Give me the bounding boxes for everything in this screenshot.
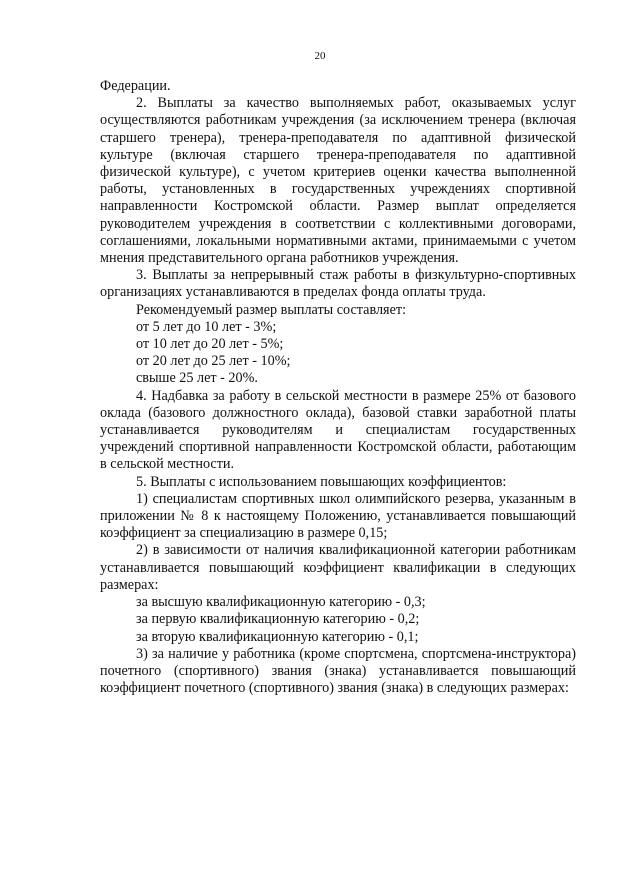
page-number: 20 xyxy=(314,50,326,62)
paragraph-continuation: Федерации. xyxy=(100,78,171,94)
document-body xyxy=(100,78,576,697)
list-item-category-second: за вторую квалификационную категорию - 0,1; xyxy=(136,628,419,645)
paragraph-recommended-size: Рекомендуемый размер выплаты составляет: xyxy=(136,301,407,318)
paragraph-subitem-1-specialization: 1) специалистам спортивных школ олимпийского резерва, указанным в приложении № 8 к настоящему Положению, устанавливается повышающий коэффициент за специализацию в размере 0,15; xyxy=(100,490,576,542)
list-item-category-first: за первую квалификационную категорию - 0,2; xyxy=(136,611,420,628)
paragraph-item-5-coefficients: 5. Выплаты с использованием повышающих коэффициентов: xyxy=(136,473,507,490)
list-item-seniority-5-10: от 5 лет до 10 лет - 3%; xyxy=(136,318,277,335)
paragraph-item-2-quality-payments: 2. Выплаты за качество выполняемых работ, оказываемых услуг осуществляются работникам учреждения (за исключением тренера (включая старшего тренера), тренера-преподавателя по адаптивной физической культуре (включая старшего тренера-преподавателя по адаптивной физической культуре), с учетом критериев оценки качества выполненной работы, установленных в государственных учреждениях спортивной направленности Костромской области. Размер выплат определяется руководителем учреждения в соответствии с коллективными договорами, соглашениями, локальными нормативными актами, принимаемыми с учетом мнения представительного органа работников учреждения. xyxy=(100,95,576,267)
paragraph-item-4-rural-allowance: 4. Надбавка за работу в сельской местности в размере 25% от базового оклада (базового должностного оклада), базовой ставки заработной платы устанавливается руководителям и специалистам государственных учреждений спортивной направленности Костромской области, работающим в сельской местности. xyxy=(100,387,576,473)
list-item-seniority-10-20: от 10 лет до 20 лет - 5%; xyxy=(136,336,284,353)
list-item-category-highest: за высшую квалификационную категорию - 0,3; xyxy=(136,594,426,611)
paragraph-subitem-2-qualification: 2) в зависимости от наличия квалификационной категории работникам устанавливается повышающий коэффициент квалификации в следующих размерах: xyxy=(100,542,576,593)
list-item-seniority-over-25: свыше 25 лет - 20%. xyxy=(136,370,258,387)
paragraph-subitem-3-honorary-title: 3) за наличие у работника (кроме спортсмена, спортсмена-инструктора) почетного (спортивного) звания (знака) устанавливается повышающий коэффициент почетного (спортивного) звания (знака) в следующих размерах: xyxy=(100,645,576,697)
paragraph-item-3-seniority-payments: 3. Выплаты за непрерывный стаж работы в физкультурно-спортивных организациях устанавливаются в пределах фонда оплаты труда. xyxy=(100,267,576,301)
list-item-seniority-20-25: от 20 лет до 25 лет - 10%; xyxy=(136,353,291,370)
